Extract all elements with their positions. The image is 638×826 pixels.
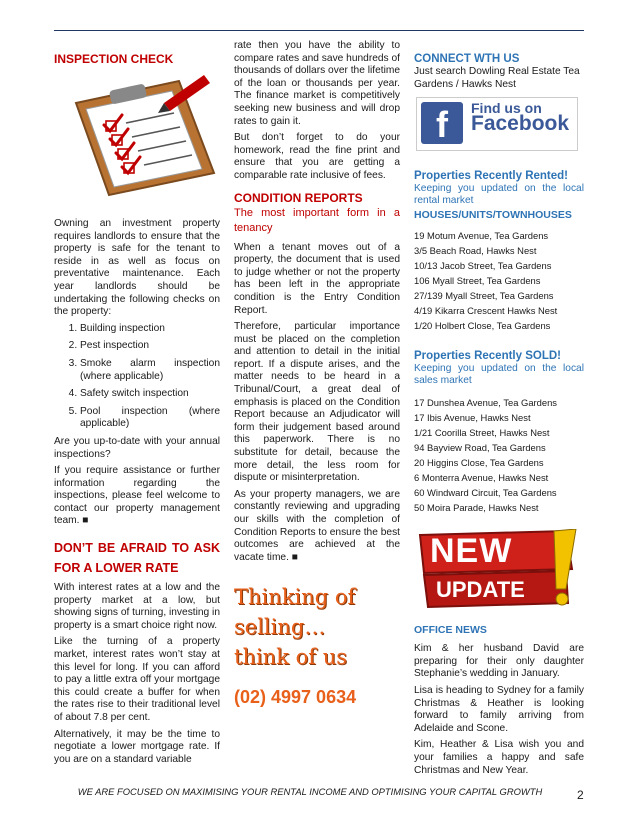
column-left bbox=[54, 40, 220, 770]
list-item: 27/139 Myall Street, Tea Gardens bbox=[414, 290, 554, 302]
new-text: NEW bbox=[430, 532, 513, 571]
facebook-find-us: Find us on bbox=[471, 100, 542, 117]
facebook-wordmark: Facebook bbox=[471, 112, 570, 136]
sold-subheading: Keeping you updated on the local sales market bbox=[414, 363, 584, 387]
list-item: 6 Monterra Avenue, Hawks Nest bbox=[414, 472, 549, 484]
rented-list bbox=[414, 228, 584, 333]
lower-rate-p1: With interest rates at a low and the property market at a low, but showing signs of turning, investing in property is a smart choice right now. bbox=[54, 582, 220, 631]
footer-tagline: WE ARE FOCUSED ON MAXIMISING YOUR RENTAL INCOME AND OPTIMISING YOUR CAPITAL GROWTH bbox=[77, 786, 543, 797]
list-item: 94 Bayview Road, Tea Gardens bbox=[414, 442, 546, 454]
phone-number: (02) 4997 0634 bbox=[234, 687, 357, 708]
list-item: 17 Ibis Avenue, Hawks Nest bbox=[414, 412, 531, 424]
page-number: 2 bbox=[577, 788, 584, 802]
list-item: 17 Dunshea Avenue, Tea Gardens bbox=[414, 397, 557, 409]
column-middle bbox=[234, 40, 400, 708]
update-text: UPDATE bbox=[436, 577, 525, 603]
sold-list bbox=[414, 395, 584, 515]
inspection-question: Are you up-to-date with your annual inspections? bbox=[54, 435, 220, 460]
list-item: 106 Myall Street, Tea Gardens bbox=[414, 275, 541, 287]
list-item: 4/19 Kikarra Crescent Hawks Nest bbox=[414, 305, 558, 317]
inspection-checks-list bbox=[54, 323, 220, 431]
rate-homework: But don’t forget to do your homework, read the fine print and ensure that you are getting a comparable rate inclusive of fees. bbox=[234, 132, 400, 181]
condition-reports-subheading: The most important form in a tenancy bbox=[234, 206, 400, 234]
office-news-item: Kim & her husband David are preparing for their only daughter Stephanie’s wedding in January. bbox=[414, 643, 584, 680]
list-item: 60 Windward Circuit, Tea Gardens bbox=[414, 487, 557, 499]
rented-type: HOUSES/UNITS/TOWNHOUSES bbox=[414, 209, 572, 222]
lower-rate-p2: Like the turning of a property market, interest rates won’t stay at this level for long. If you can afford to pay a little extra off your mortgage this could create a buffer for when the rates rise to their traditional level of about 7.8 per cent. bbox=[54, 636, 220, 723]
list-item: 2. Pest inspection bbox=[80, 340, 220, 353]
slogan-line: Thinking of bbox=[234, 585, 356, 610]
rate-continued: rate then you have the ability to compare rates and save hundreds of thousands of dollars over the lifetime of the loan or thousands per year. The finance market is competitively seeking new business and will drop rates to gain it. bbox=[234, 40, 400, 127]
connect-text: Just search Dowling Real Estate Tea Gardens / Hawks Nest bbox=[414, 66, 580, 90]
condition-p2: Therefore, particular importance must be placed on the completion and attention to detail in the initial report. If a dispute arises, and the matter needs to be heard in a Tribunal/Court, a great deal of emphasis is placed on the Condition Report because an Adjudicator will form their judgement based around this paperwork. There is no substitute for detail, because the more detail, the less room for dispute or misinterpretation. bbox=[234, 321, 400, 484]
inspection-contact: If you require assistance or further information regarding the inspections, please feel welcome to contact our property management team. ■ bbox=[54, 465, 220, 527]
lower-rate-heading: DON’T BE AFRAID TO ASK FOR A LOWER RATE bbox=[54, 541, 220, 576]
office-news-item: Lisa is heading to Sydney for a family Christmas & Heather is looking forward to family arriving from Adelaide and Scone. bbox=[414, 684, 584, 734]
list-item: 4. Safety switch inspection bbox=[80, 388, 220, 401]
new-update-badge bbox=[416, 529, 580, 609]
facebook-banner[interactable] bbox=[416, 97, 578, 151]
facebook-logo-icon: f bbox=[421, 102, 463, 144]
list-item: 50 Moira Parade, Hawks Nest bbox=[414, 502, 539, 514]
clipboard-checklist-icon bbox=[54, 73, 220, 198]
office-news-heading: OFFICE NEWS bbox=[414, 624, 487, 637]
top-rule bbox=[54, 30, 584, 31]
thinking-of-selling-slogan bbox=[234, 582, 400, 672]
slogan-line: selling… bbox=[234, 615, 326, 640]
list-item: 3. Smoke alarm inspection (where applicable) bbox=[80, 358, 220, 383]
rented-heading: Properties Recently Rented! bbox=[414, 170, 569, 183]
condition-p1: When a tenant moves out of a property, the document that is used to judge whether or not the property has been left in the appropriate condition is the Entry Condition Report. bbox=[234, 241, 400, 316]
office-news-item: Kim, Heather & Lisa wish you and your families a happy and safe Christmas and New Year. bbox=[414, 739, 584, 776]
sold-heading: Properties Recently SOLD! bbox=[414, 350, 561, 363]
inspection-intro: Owning an investment property requires landlords to ensure that the property is safe for the tenant to reside in as well as focus on preventative maintenance. Each year landlords should be undertaking the following checks on the property: bbox=[54, 218, 220, 318]
list-item: 1. Building inspection bbox=[80, 323, 220, 336]
slogan-line: think of us bbox=[234, 645, 347, 670]
list-item: 10/13 Jacob Street, Tea Gardens bbox=[414, 260, 552, 272]
list-item: 5. Pool inspection (where applicable) bbox=[80, 406, 220, 431]
list-item: 1/21 Coorilla Street, Hawks Nest bbox=[414, 427, 550, 439]
connect-heading: CONNECT WTH US bbox=[414, 53, 520, 65]
list-item: 19 Motum Avenue, Tea Gardens bbox=[414, 230, 549, 242]
list-item: 20 Higgins Close, Tea Gardens bbox=[414, 457, 544, 469]
inspection-heading: INSPECTION CHECK bbox=[54, 52, 174, 66]
condition-reports-heading: CONDITION REPORTS bbox=[234, 190, 363, 205]
list-item: 1/20 Holbert Close, Tea Gardens bbox=[414, 320, 551, 332]
column-right bbox=[414, 40, 584, 781]
lower-rate-p3: Alternatively, it may be the time to negotiate a lower mortgage rate. If you are on a standard variable bbox=[54, 728, 220, 765]
condition-p3: As your property managers, we are constantly reviewing and upgrading our skills with the completion of Condition Reports to ensure the best outcomes are achieved at the vacate time. ■ bbox=[234, 488, 400, 563]
rented-subheading: Keeping you updated on the local rental market bbox=[414, 183, 584, 207]
list-item: 3/5 Beach Road, Hawks Nest bbox=[414, 245, 537, 257]
